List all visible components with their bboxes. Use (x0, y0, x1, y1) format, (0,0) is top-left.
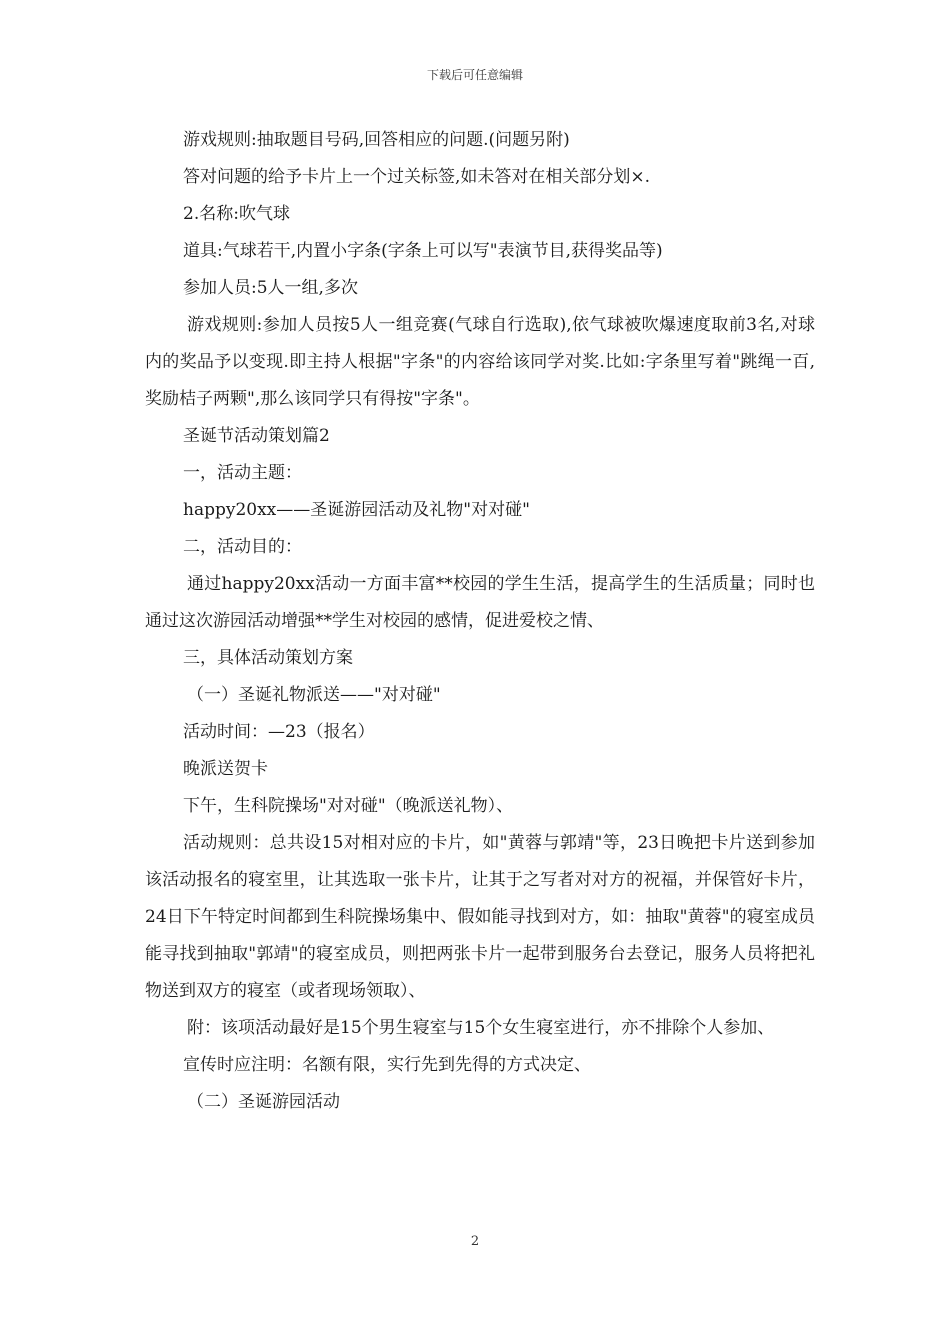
paragraph-subsection-2: （二）圣诞游园活动 (187, 1092, 340, 1112)
paragraph-game-rules-1: 游戏规则:抽取题目号码,回答相应的问题.(问题另附) (183, 130, 570, 150)
paragraph-section-title: 圣诞节活动策划篇2 (183, 426, 330, 446)
paragraph-participants: 参加人员:5人一组,多次 (183, 278, 358, 298)
paragraph-subsection-1: （一）圣诞礼物派送——"对对碰" (187, 685, 441, 705)
paragraph-activity-rules: 活动规则：总共设15对相对应的卡片，如"黄蓉与郭靖"等，23日晚把卡片送到参加该活动报名的寝室里，让其选取一张卡片，让其于之写者对对方的祝福，并保管好卡片，24日下午特定时间都到生科院操场集中、假如能寻找到对方，如：抽取"黄蓉"的寝室成员能寻找到抽取"郭靖"的寝室成员，则把两张卡片一起带到服务台去登记，服务人员将把礼物送到双方的寝室（或者现场领取）、 (145, 833, 815, 1001)
paragraph-promotion: 宣传时应注明：名额有限，实行先到先得的方式决定、 (183, 1055, 591, 1075)
paragraph-name-balloon: 2.名称:吹气球 (183, 204, 290, 224)
paragraph-activity-time: 活动时间：—23（报名） (183, 722, 375, 742)
paragraph-purpose: 通过happy20xx活动一方面丰富**校园的学生生活，提高学生的生活质量；同时也通过这次游园活动增强**学生对校园的感情，促进爱校之情、 (145, 574, 815, 631)
paragraph-card-delivery: 晚派送贺卡 (183, 759, 268, 779)
page-header: 下载后可任意编辑 (426, 68, 523, 82)
paragraph-props: 道具:气球若干,内置小字条(字条上可以写"表演节目,获得奖品等) (183, 241, 663, 261)
paragraph-note: 附：该项活动最好是15个男生寝室与15个女生寝室进行，亦不排除个人参加、 (187, 1018, 775, 1038)
paragraph-plan-heading: 三，具体活动策划方案 (183, 648, 353, 668)
page-number: 2 (470, 1234, 480, 1249)
paragraph-afternoon: 下午，生科院操场"对对碰"（晚派送礼物）、 (183, 796, 514, 816)
paragraph-game-rules-2: 游戏规则:参加人员按5人一组竞赛(气球自行选取),依气球被吹爆速度取前3名,对球内的奖品予以变现.即主持人根据"字条"的内容给该同学对奖.比如:字条里写着"跳绳一百,奖励桔子两颗",那么该同学只有得按"字条"。 (145, 315, 815, 409)
document-body (145, 122, 815, 1121)
paragraph-theme: happy20xx——圣诞游园活动及礼物"对对碰" (183, 500, 530, 520)
paragraph-correct-answer: 答对问题的给予卡片上一个过关标签,如未答对在相关部分划×. (183, 167, 651, 187)
paragraph-purpose-heading: 二，活动目的： (183, 537, 302, 557)
paragraph-theme-heading: 一，活动主题： (183, 463, 302, 483)
